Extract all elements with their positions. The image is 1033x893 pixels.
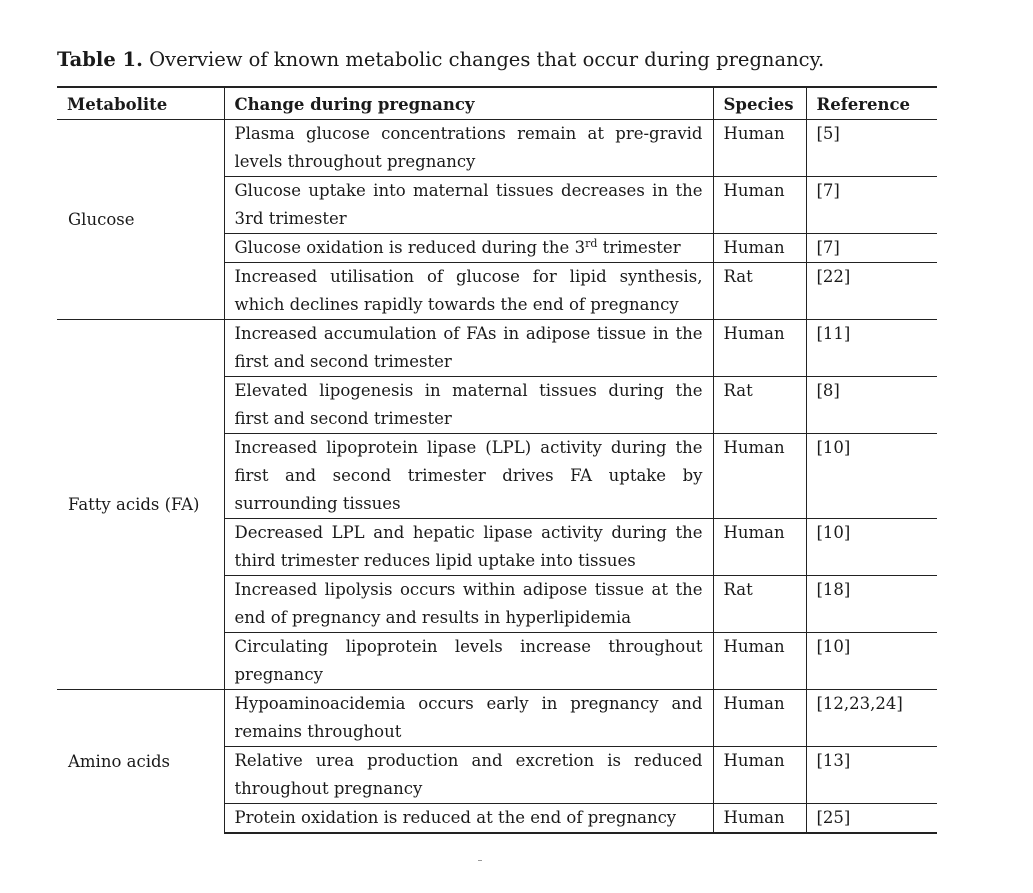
species-cell: Human — [713, 320, 806, 377]
reference-cell: [18] — [806, 576, 937, 633]
table-caption — [57, 47, 824, 73]
change-cell: Decreased LPL and hepatic lipase activity during the third trimester reduces lipid uptake into tissues — [224, 519, 713, 576]
change-text: trimester — [597, 238, 681, 257]
reference-cell: [10] — [806, 633, 937, 690]
table-row — [57, 690, 937, 747]
change-cell: Increased lipolysis occurs within adipose tissue at the end of pregnancy and results in hyperlipidemia — [224, 576, 713, 633]
change-cell: Glucose uptake into maternal tissues decreases in the 3rd trimester — [224, 177, 713, 234]
metabolite-glucose: Glucose — [57, 120, 224, 320]
stray-mark — [478, 860, 482, 861]
reference-cell: [8] — [806, 377, 937, 434]
reference-cell: [22] — [806, 263, 937, 320]
caption-text: Overview of known metabolic changes that occur during pregnancy. — [142, 48, 825, 71]
metabolic-changes-table — [57, 86, 937, 834]
change-cell: Plasma glucose concentrations remain at pre-gravid levels throughout pregnancy — [224, 120, 713, 177]
reference-cell: [12,23,24] — [806, 690, 937, 747]
change-cell: Protein oxidation is reduced at the end of pregnancy — [224, 804, 713, 834]
change-cell: Circulating lipoprotein levels increase throughout pregnancy — [224, 633, 713, 690]
table-row — [57, 320, 937, 377]
species-cell: Human — [713, 804, 806, 834]
species-cell: Rat — [713, 263, 806, 320]
header-row — [57, 87, 937, 120]
header-change: Change during pregnancy — [224, 87, 713, 120]
reference-cell: [10] — [806, 519, 937, 576]
species-cell: Human — [713, 747, 806, 804]
reference-cell: [5] — [806, 120, 937, 177]
caption-label: Table 1. — [57, 48, 143, 71]
header-reference: Reference — [806, 87, 937, 120]
reference-cell: [13] — [806, 747, 937, 804]
change-text: Glucose oxidation is reduced during the 3 — [234, 238, 586, 257]
reference-cell: [10] — [806, 434, 937, 519]
superscript: rd — [585, 237, 598, 250]
species-cell: Human — [713, 177, 806, 234]
reference-cell: [7] — [806, 234, 937, 263]
species-cell: Rat — [713, 576, 806, 633]
species-cell: Human — [713, 690, 806, 747]
species-cell: Human — [713, 434, 806, 519]
header-metabolite: Metabolite — [57, 87, 224, 120]
table-row — [57, 120, 937, 177]
reference-cell: [25] — [806, 804, 937, 834]
reference-cell: [7] — [806, 177, 937, 234]
species-cell: Human — [713, 519, 806, 576]
header-species: Species — [713, 87, 806, 120]
species-cell: Human — [713, 120, 806, 177]
metabolite-fatty-acids: Fatty acids (FA) — [57, 320, 224, 690]
change-cell: Increased accumulation of FAs in adipose tissue in the first and second trimester — [224, 320, 713, 377]
change-cell — [224, 234, 713, 263]
species-cell: Rat — [713, 377, 806, 434]
metabolite-amino-acids: Amino acids — [57, 690, 224, 834]
change-cell: Increased utilisation of glucose for lipid synthesis, which declines rapidly towards the end of pregnancy — [224, 263, 713, 320]
change-cell: Increased lipoprotein lipase (LPL) activity during the first and second trimester drives FA uptake by surrounding tissues — [224, 434, 713, 519]
reference-cell: [11] — [806, 320, 937, 377]
change-cell: Hypoaminoacidemia occurs early in pregnancy and remains throughout — [224, 690, 713, 747]
species-cell: Human — [713, 633, 806, 690]
species-cell: Human — [713, 234, 806, 263]
change-cell: Elevated lipogenesis in maternal tissues during the first and second trimester — [224, 377, 713, 434]
change-cell: Relative urea production and excretion is reduced throughout pregnancy — [224, 747, 713, 804]
